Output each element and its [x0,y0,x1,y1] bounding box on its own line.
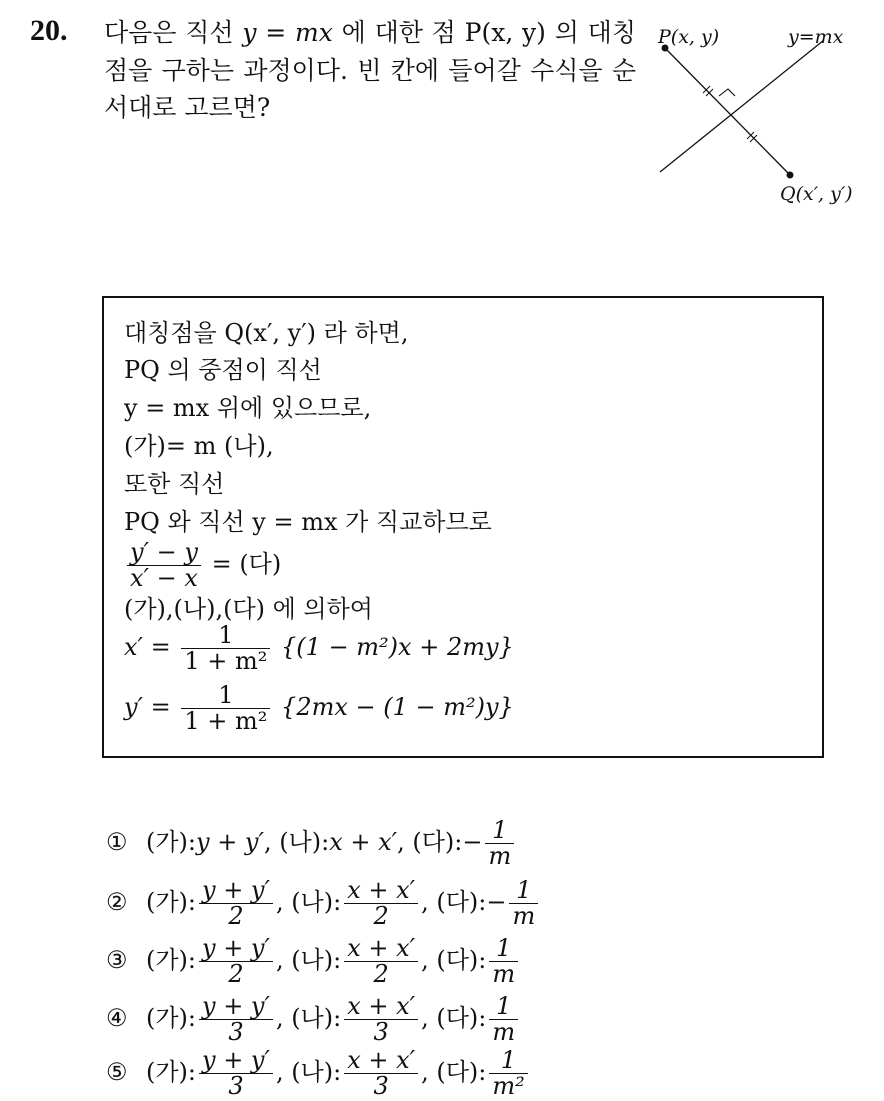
x-prime-denominator: 1 + m² [181,648,270,674]
denominator: m [485,843,514,869]
y-prime-fraction [181,683,270,734]
label-da: , (다): [421,946,487,975]
question-text-part: 에 대한 점 [332,18,465,47]
numerator: 1 [496,934,512,962]
numerator: 1 [516,876,532,904]
choice-ga-fraction [199,878,273,929]
x-prime-numerator: 1 [218,621,234,649]
choice-marker: ③ [106,946,128,975]
label-ga: (가): [146,1004,196,1033]
line-y-mx [660,40,824,172]
choice-ga: y + y′ [196,828,264,857]
box-line: 또한 직선 [124,470,225,498]
choice-marker: ⑤ [106,1058,128,1087]
label-da: , (다): [397,828,463,857]
box-line: PQ 와 직선 y = mx 가 직교하므로 [124,508,492,536]
slope-fraction [127,540,201,591]
denominator: 3 [344,1019,418,1045]
choice-da-fraction [489,936,518,987]
box-line: 대칭점을 Q(x′, y′) 라 하면, [124,319,409,347]
denominator: 3 [199,1019,273,1045]
x-prime-lhs: x′ = [124,633,171,662]
denominator: 3 [344,1073,418,1099]
y-prime-denominator: 1 + m² [181,708,270,734]
label-ga: (가): [146,888,196,917]
question-number: 20. [30,14,68,47]
slope-equation [124,540,281,591]
label-line: y=mx [788,26,844,48]
numerator: x + x′ [347,992,416,1020]
slope-numerator: y′ − y [130,538,198,566]
label-na: , (나): [275,1058,342,1087]
choice-na: x + x′ [329,828,398,857]
label-na: , (나): [275,946,342,975]
choice-da-fraction [509,878,538,929]
label-da: , (다): [421,1058,487,1087]
label-p: P(x, y) [658,26,720,48]
choice-5[interactable] [106,1048,531,1099]
choice-na-fraction [344,878,418,929]
choice-ga-fraction [199,936,273,987]
denominator: 2 [344,961,418,987]
x-prime-fraction [181,623,270,674]
denominator: 2 [199,903,273,929]
choice-da-fraction [489,994,518,1045]
choice-1[interactable] [106,818,517,869]
denominator: m [509,903,538,929]
label-na: , (나): [263,828,330,857]
choice-2[interactable] [106,878,541,929]
solution-box [102,296,824,758]
choice-da-sign: − [462,828,483,857]
numerator: x + x′ [347,1046,416,1074]
choice-da-sign: − [486,888,507,917]
y-prime-equation [124,683,514,734]
denominator: 2 [344,903,418,929]
choice-marker: ① [106,828,128,857]
question-text-part: 의 대칭점을 구하는 과정이다. 빈 칸에 들어갈 수식을 순서대로 고르면? [104,18,636,122]
x-prime-rhs: {(1 − m²)x + 2my} [281,633,514,662]
slope-denominator: x′ − x [127,565,201,591]
question-text [104,14,636,127]
numerator: y + y′ [202,992,270,1020]
denominator: 2 [199,961,273,987]
choice-marker: ② [106,888,128,917]
choice-da-fraction [489,1048,527,1099]
symmetry-figure [650,18,870,218]
label-da: , (다): [421,888,487,917]
label-q: Q(x′, y′) [780,183,853,205]
box-line: y = mx 위에 있으므로, [124,394,372,422]
numerator: y + y′ [202,1046,270,1074]
choice-4[interactable] [106,994,521,1045]
question-equation: y = mx [242,18,333,47]
y-prime-numerator: 1 [218,681,234,709]
choice-na-fraction [344,994,418,1045]
label-da: , (다): [421,1004,487,1033]
label-ga: (가): [146,828,196,857]
x-prime-equation [124,623,514,674]
y-prime-lhs: y′ = [124,693,171,722]
choice-marker: ④ [106,1004,128,1033]
denominator: m [489,1019,518,1045]
choice-na-fraction [344,1048,418,1099]
question-point: P(x, y) [464,18,546,47]
label-ga: (가): [146,1058,196,1087]
point-q [787,172,794,179]
segment-pq [665,48,790,175]
right-angle-mark [719,89,735,96]
choice-ga-fraction [199,1048,273,1099]
choice-ga-fraction [199,994,273,1045]
label-ga: (가): [146,946,196,975]
label-na: , (나): [275,888,342,917]
numerator: x + x′ [347,934,416,962]
question-text-part: 다음은 직선 [104,18,243,47]
label-na: , (나): [275,1004,342,1033]
numerator: 1 [492,816,508,844]
denominator: m² [489,1073,527,1099]
box-line: (가),(나),(다) 에 의하여 [124,595,373,623]
denominator: 3 [199,1073,273,1099]
numerator: y + y′ [202,876,270,904]
choice-3[interactable] [106,936,521,987]
box-line: (가)= m (나), [124,432,274,460]
box-line: PQ 의 중점이 직선 [124,356,322,384]
choice-na-fraction [344,936,418,987]
numerator: y + y′ [202,934,270,962]
y-prime-rhs: {2mx − (1 − m²)y} [281,693,514,722]
numerator: 1 [500,1046,517,1074]
choice-da-fraction [485,818,514,869]
numerator: x + x′ [347,876,416,904]
slope-rest: = (다) [211,550,282,579]
denominator: m [489,961,518,987]
numerator: 1 [496,992,512,1020]
